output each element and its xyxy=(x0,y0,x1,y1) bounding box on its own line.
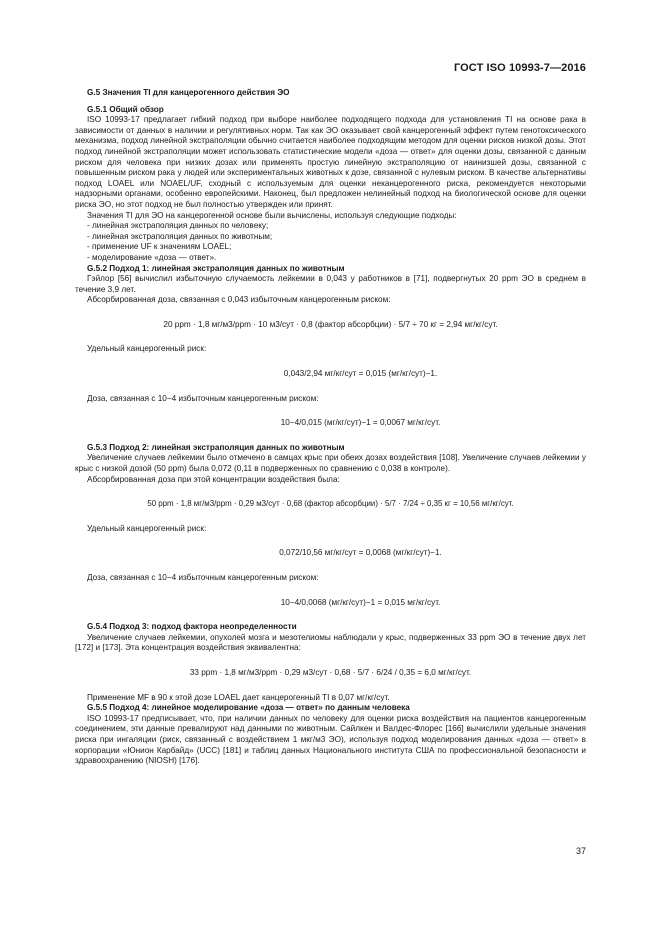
paragraph: Применение MF в 90 к этой дозе LOAEL дает канцерогенный TI в 0,07 мг/кг/сут. xyxy=(87,692,390,702)
paragraph: Абсорбированная доза при этой концентрации воздействия была: xyxy=(87,474,340,484)
list-item: - линейная экстраполяция данных по человеку; xyxy=(87,221,269,231)
paragraph: Увеличение случаев лейкемии было отмечено в самцах крыс при обеих дозах воздействия [108]. Увеличение случаев лейкемии у крыс с низкой дозой (50 ppm) была 0,072 (0,11 в подверженных по сравнению с 0,038 в контроле). xyxy=(75,453,586,474)
paragraph: ISO 10993-17 предписывает, что, при наличии данных по человеку для оценки риска воздействия на пациентов канцерогенным соединением, эти данные превалируют над данными по животным. Сайлкен и Валдес-Флорес [166] вычислили удельные значения риска при ингаляции (риск, связанный с воздействием 1 мкг/м3 ЭО), используя подход моделирования данных «доза — ответ» в корпорации «Юнион Карбайд» (UCC) [181] и таблиц данных Национального института США по профессиональной безопасности и здравоохранению (NIOSH) [176]. xyxy=(75,713,586,766)
section-heading-g51: G.5.1 Общий обзор xyxy=(87,104,164,114)
paragraph: Увеличение случаев лейкемии, опухолей мозга и мезотелиомы наблюдали у крыс, подверженных 33 ppm ЭО в течение двух лет [172] и [173]. Эта концентрация воздействия эквивалентна: xyxy=(75,632,586,653)
document-code: ГОСТ ISO 10993-7—2016 xyxy=(453,62,586,74)
section-heading-g53: G.5.3 Подход 2: линейная экстраполяция данных по животным xyxy=(87,442,345,452)
section-heading-g54: G.5.4 Подход 3: подход фактора неопределенности xyxy=(87,622,297,632)
equation: 0,043/2,94 мг/кг/сут = 0,015 (мг/кг/сут)−1. xyxy=(283,369,438,379)
section-heading-g5: G.5 Значения TI для канцерогенного действия ЭО xyxy=(87,88,290,97)
section-heading-g52: G.5.2 Подход 1: линейная экстраполяция данных по животным xyxy=(87,263,345,273)
equation: 0,072/10,56 мг/кг/сут = 0,0068 (мг/кг/сут)−1. xyxy=(279,548,442,558)
section-heading-g55: G.5.5 Подход 4: линейное моделирование «доза — ответ» по данным человека xyxy=(87,703,410,713)
list-item: - применение UF к значениям LOAEL; xyxy=(87,242,232,252)
paragraph: Доза, связанная с 10−4 избыточным канцерогенным риском: xyxy=(87,393,319,403)
equation: 33 ppm · 1,8 мг/м3/ppm · 0,29 м3/сут · 0,68 · 5/7 · 6/24 / 0,35 = 6,0 мг/кг/сут. xyxy=(189,667,472,677)
page-content xyxy=(75,88,586,767)
page-number: 37 xyxy=(575,846,586,856)
paragraph: Доза, связанная с 10−4 избыточным канцерогенным риском: xyxy=(87,573,319,582)
paragraph: Гэйлор [56] вычислил избыточную случаемость лейкемии в 0,043 у работников в [71], подвергнутых 20 ppm ЭО в среднем в течение 3,9 лет. xyxy=(75,274,586,294)
paragraph: Абсорбированная доза, связанная с 0,043 избыточным канцерогенным риском: xyxy=(87,295,391,305)
list-item: - линейная экстраполяция данных по животным; xyxy=(87,231,273,241)
equation: 50 ppm · 1,8 мг/м3/ppm · 0,29 м3/сут · 0,68 (фактор абсорбции) · 5/7 · 7/24 ÷ 0,35 кг = 10,56 мг/кг/сут. xyxy=(147,499,514,509)
paragraph: ISO 10993-17 предлагает гибкий подход при выборе наиболее подходящего подхода для установления TI на основе рака в зависимости от данных в наличии и регулятивных норм. Так как ЭО оказывает свой канцерогенный эффект путем генотоксического механизма, подход линейной экстраполяции обычно считается наиболее подходящим методом для оценки рисков низкой дозы. Этот подход линейной экстраполяции может использовать статистические модели «доза — ответ» для оценки дозы, связанной с данным риском для человека при низких дозах или применять простую линейную экстраполяцию от наинизшей дозы, связанной с повышенным риском рака у людей или экспериментальных животных к дозе, связанной с нулевым риском. В качестве альтернативы подход LOAEL или NOAEL/UF, сходный с используемым для оценки неканцерогенного риска, рекомендуется некоторыми надзорными органами, особенно европейскими. Наконец, был предложен нелинейный подход на биологической основе для оценки риска ЭО, но этот подход не был полностью утвержден или принят. xyxy=(75,115,586,209)
paragraph: Удельный канцерогенный риск: xyxy=(87,523,207,533)
paragraph: Удельный канцерогенный риск: xyxy=(87,344,207,354)
equation: 10−4/0,015 (мг/кг/сут)−1 = 0,0067 мг/кг/сут. xyxy=(280,418,441,428)
paragraph: Значения TI для ЭО на канцерогенной основе были вычислены, используя следующие подходы: xyxy=(87,210,457,220)
equation: 10−4/0,0068 (мг/кг/сут)−1 = 0,015 мг/кг/сут. xyxy=(280,597,441,607)
equation: 20 ppm · 1,8 мг/м3/ppm · 10 м3/сут · 0,8 (фактор абсорбции) · 5/7 ÷ 70 кг = 2,94 мг/кг/сут. xyxy=(163,319,498,329)
list-item: - моделирование «доза — ответ». xyxy=(87,252,217,262)
